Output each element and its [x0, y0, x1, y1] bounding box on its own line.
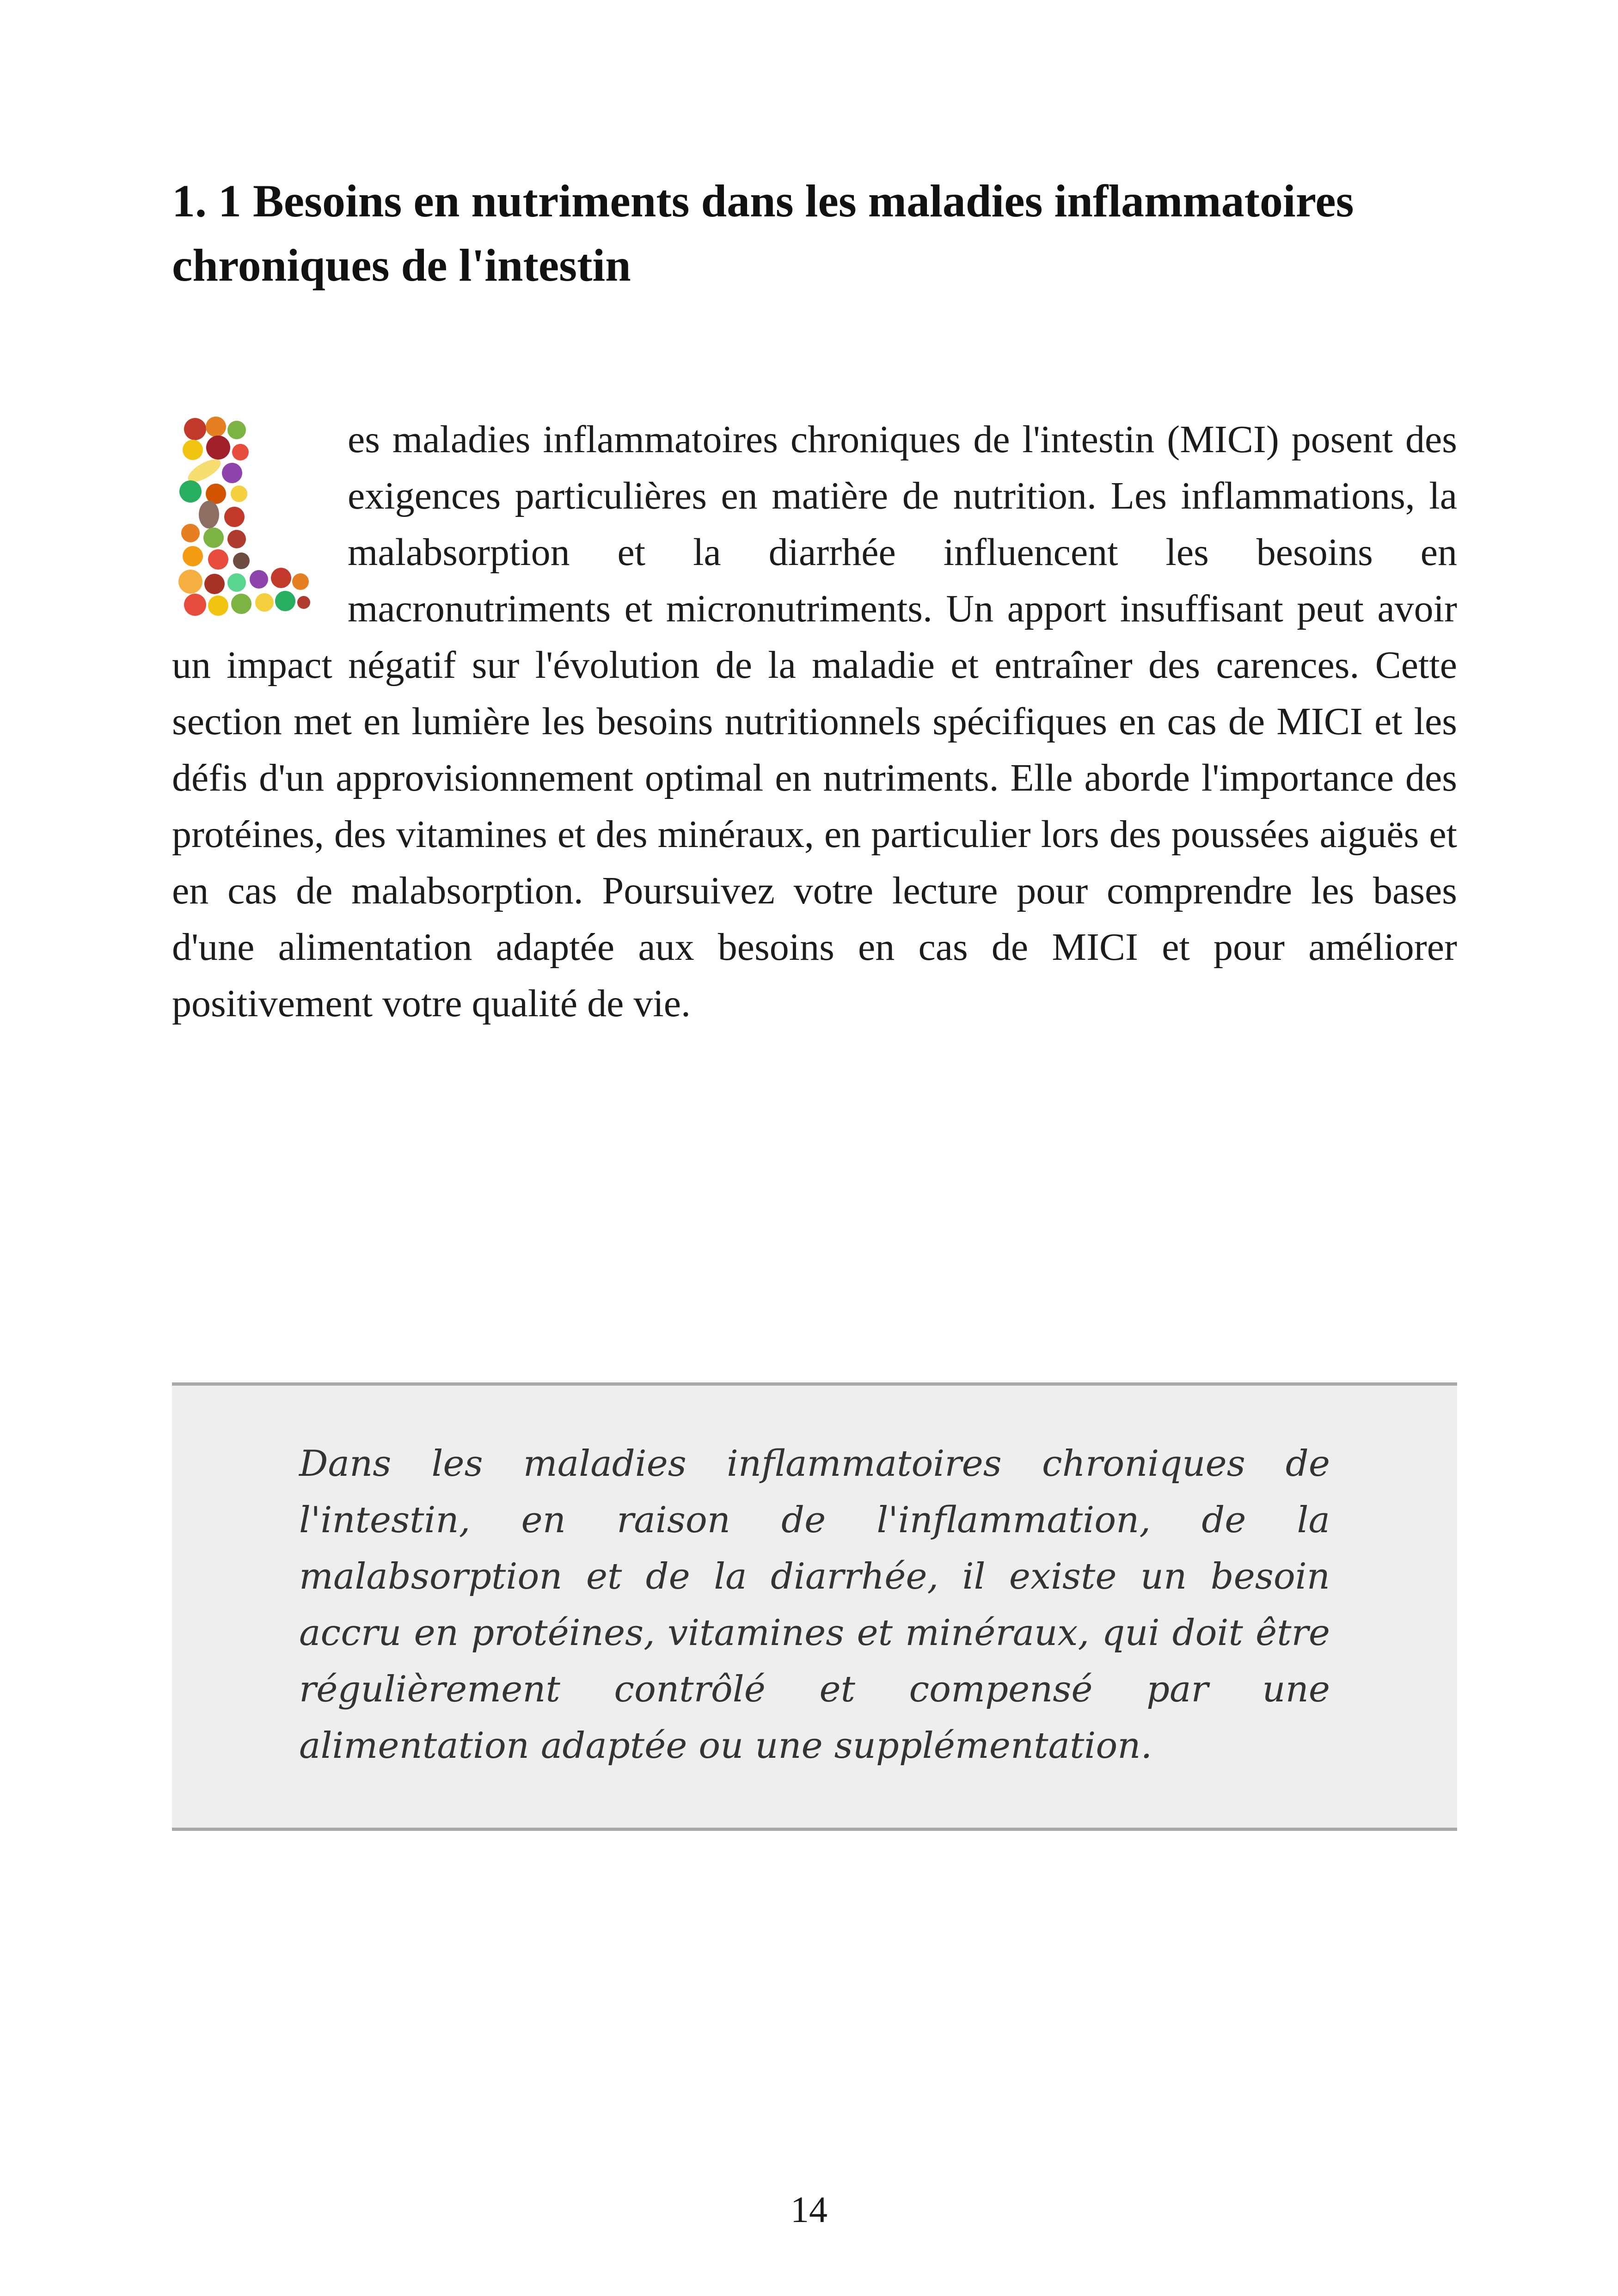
section-heading: 1. 1 Besoins en nutriments dans les maladies inflammatoires chroniques de l'intestin [172, 175, 1354, 291]
callout-text: Dans les maladies inflammatoires chroniques de l'intestin, en raison de l'inflammation, de la malabsorption et de la diarrhée, il existe un besoin accru en protéines, vitamines et minéraux, qui doit être régulièrement contrôlé et compensé par une alimentation adaptée ou une supplémentation. [299, 1443, 1330, 1767]
fruit-letter-icon [172, 415, 311, 620]
intro-text: es maladies inflammatoires chroniques de l'intestin (MICI) posent des exigences particulières en matière de nutrition. Les inflammations, la malabsorption et la diarrhée influencent les besoins en macronutriments et micronutriments. Un apport insuffisant peut avoir un impact négatif sur l'évolution de la maladie et entraîner des carences. Cette section met en lumière les besoins nutritionnels spécifiques en cas de MICI et les défis d'un approvisionnement optimal en nutriments. Elle aborde l'importance des protéines, des vitamines et des minéraux, en particulier lors des poussées aiguës et en cas de malabsorption. Poursuivez votre lecture pour comprendre les bases d'une alimentation adaptée aux besoins en cas de MICI et pour améliorer positivement votre qualité de vie. [172, 418, 1457, 1025]
intro-paragraph [172, 411, 1457, 1032]
page-number: 14 [791, 2190, 827, 2230]
callout-box [172, 1382, 1457, 1831]
